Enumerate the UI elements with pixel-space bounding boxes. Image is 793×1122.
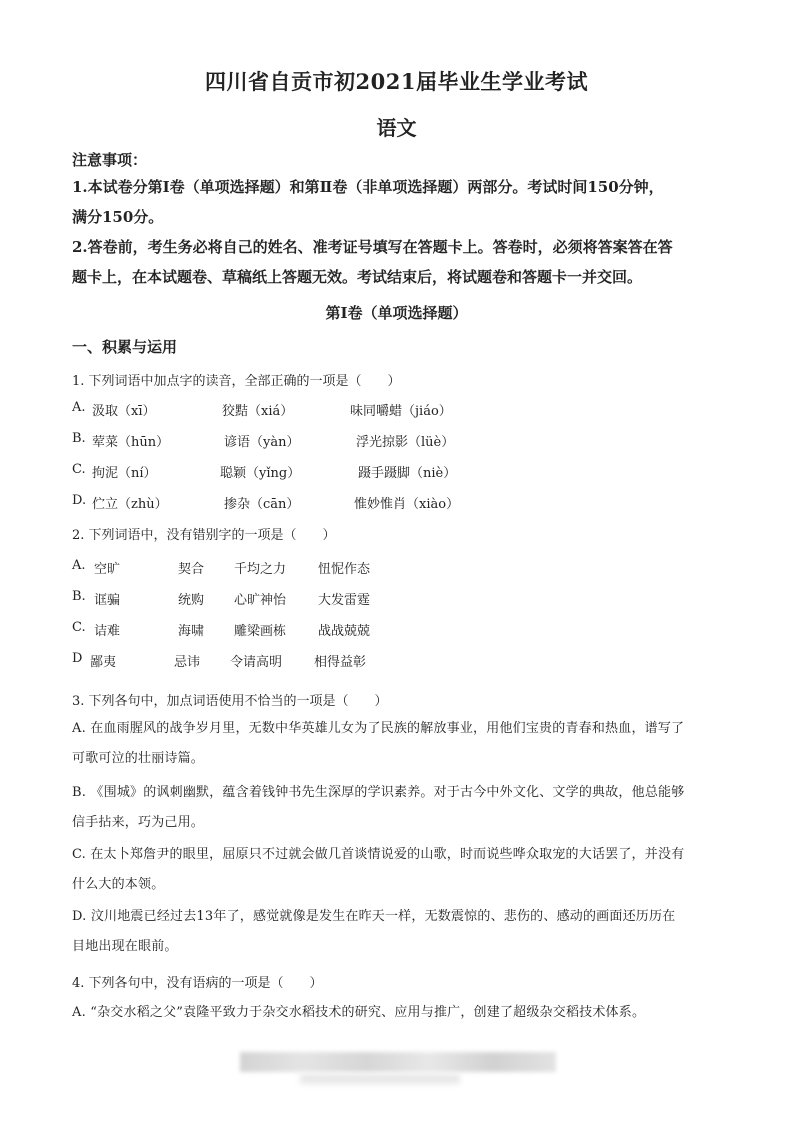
q1-option-label: A. (72, 400, 86, 415)
q2-word: 战战兢兢 (318, 624, 371, 639)
q1-option-label: B. (72, 431, 86, 446)
q2-word: 空旷 (94, 562, 121, 577)
q1-word: 拘泥（ní） (92, 466, 157, 481)
subject-title: 语文 (376, 116, 417, 140)
section-1-title: 一、积累与运用 (72, 338, 178, 356)
q1-option-label: C. (72, 462, 86, 477)
q1-option-a (72, 400, 722, 418)
q1-option-d (72, 493, 722, 511)
q2-word: 千均之力 (234, 562, 287, 577)
q1-word: 伫立（zhù） (92, 497, 168, 512)
q2-option-b (72, 589, 722, 607)
q1-word: 掺杂（cān） (224, 497, 300, 512)
q2-word: 大发雷霆 (318, 593, 371, 608)
q1-word: 惟妙惟肖（xiào） (354, 497, 460, 512)
q1-word: 荤菜（hūn） (92, 435, 170, 450)
q1-option-b (72, 431, 722, 449)
q3-option-a-line-1: A. 在血雨腥风的战争岁月里，无数中华英雄儿女为了民族的解放事业，用他们宝贵的青春和热血，谱写了 (72, 721, 685, 736)
q2-word: 诓骗 (94, 593, 121, 608)
q3-option-d-line-1: D. 汶川地震已经过去13年了，感觉就像是发生在昨天一样，无数震惊的、悲伤的、感动的画面还历历在 (72, 909, 676, 924)
q2-word: 诘难 (94, 624, 121, 639)
q2-word: 忸怩作态 (318, 562, 371, 577)
q2-option-label: A. (72, 558, 86, 573)
q2-option-label: B. (72, 589, 86, 604)
q2-word: 契合 (178, 562, 205, 577)
notes-item-2-line-2: 题卡上，在本试题卷、草稿纸上答题无效。考试结束后，将试题卷和答题卡一并交回。 (72, 268, 643, 286)
q3-option-d-line-2: 目地出现在眼前。 (72, 939, 178, 954)
q3-option-b (72, 778, 722, 838)
q2-option-a (72, 558, 722, 576)
q4-option-a (72, 998, 722, 1028)
notes-heading: 注意事项： (72, 151, 148, 169)
q1-word: 谚语（yàn） (224, 435, 300, 450)
q1-option-c (72, 462, 722, 480)
q3-option-c-line-1: C. 在太卜郑詹尹的眼里，屈原只不过就会做几首谈情说爱的山歌，时而说些哗众取宠的大话罢了，并没有 (72, 847, 685, 862)
q3-option-c-line-2: 什么大的本领。 (72, 877, 165, 892)
notes-item-1-line-1: 1.本试卷分第Ⅰ卷（单项选择题）和第Ⅱ卷（非单项选择题）两部分。考试时间150分钟， (72, 178, 664, 196)
blurred-footer-watermark (240, 1052, 556, 1072)
q3-option-a-line-2: 可歌可泣的壮丽诗篇。 (72, 751, 205, 766)
q2-word: 鄙夷 (90, 655, 117, 670)
q2-option-label: D (72, 651, 83, 666)
q2-word: 令请高明 (230, 655, 283, 670)
q1-option-label: D. (72, 493, 87, 508)
q1-word: 聪颖（yǐng） (220, 466, 301, 481)
q1-stem: 1. 下列词语中加点字的读音，全部正确的一项是（ ） (72, 374, 401, 389)
q3-option-b-line-2: 信手拈来，巧为己用。 (72, 815, 205, 830)
blurred-footer-watermark-sub (300, 1074, 460, 1084)
q3-option-d (72, 902, 722, 962)
q2-option-c (72, 620, 722, 638)
q1-word: 狡黠（xiá） (222, 404, 294, 419)
notes-item-2-line-1: 2.答卷前，考生务必将自己的姓名、准考证号填写在答题卡上。答卷时，必须将答案答在答 (72, 238, 673, 256)
q2-stem: 2. 下列词语中，没有错别字的一项是（ ） (72, 528, 336, 543)
q1-word: 浮光掠影（lüè） (356, 435, 455, 450)
q2-word: 统购 (178, 593, 205, 608)
q2-word: 心旷神怡 (234, 593, 287, 608)
exam-title: 四川省自贡市初2021届毕业生学业考试 (205, 69, 588, 94)
q2-option-d (72, 651, 722, 669)
notes-block (72, 148, 722, 292)
q1-word: 蹑手蹑脚（niè） (358, 466, 457, 481)
part-1-title: 第Ⅰ卷（单项选择题） (325, 304, 468, 322)
q3-option-c (72, 840, 722, 900)
q2-option-label: C. (72, 620, 86, 635)
q4-option-a-line-1: A. “杂交水稻之父”袁隆平致力于杂交水稻技术的研究、应用与推广，创建了超级杂交稻技术体系。 (72, 1005, 646, 1020)
q2-word: 雕梁画栋 (234, 624, 287, 639)
q2-word: 忌讳 (174, 655, 201, 670)
q1-word: 汲取（xī） (92, 404, 156, 419)
q1-word: 味同嚼蜡（jiáo） (350, 404, 452, 419)
q3-option-a (72, 714, 722, 774)
q3-option-b-line-1: B. 《围城》的讽刺幽默，蕴含着钱钟书先生深厚的学识素养。对于古今中外文化、文学的典故，他总能够 (72, 785, 685, 800)
q2-word: 海啸 (178, 624, 205, 639)
notes-item-1-line-2: 满分150分。 (72, 208, 164, 226)
q4-stem: 4. 下列各句中，没有语病的一项是（ ） (72, 976, 323, 991)
q3-stem: 3. 下列各句中，加点词语使用不恰当的一项是（ ） (72, 694, 388, 709)
q2-word: 相得益彰 (314, 655, 367, 670)
